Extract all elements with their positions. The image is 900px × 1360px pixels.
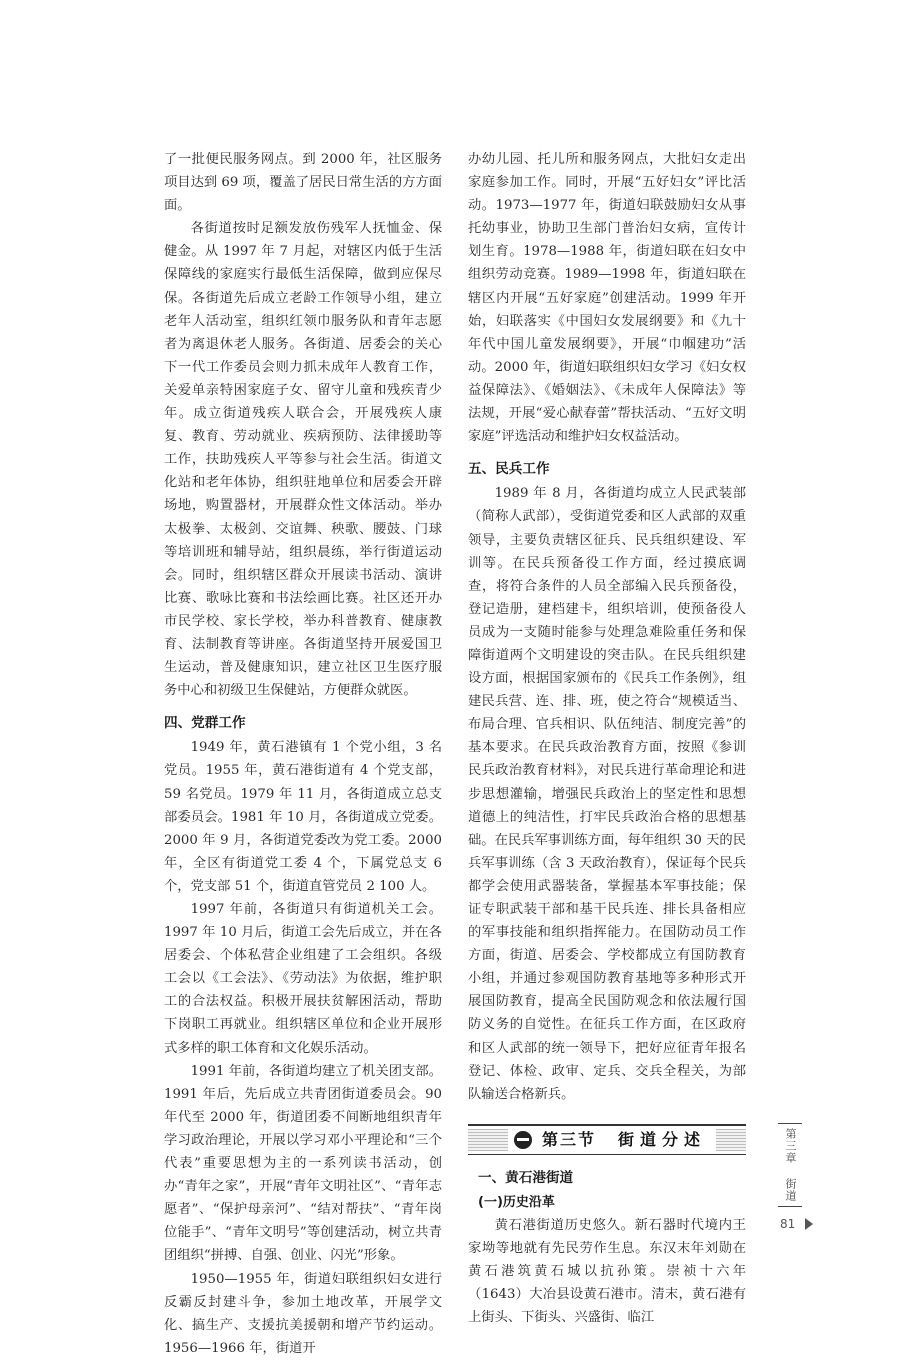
chapter-label: 第三章 bbox=[784, 1128, 797, 1164]
paragraph: 1991 年前，各街道均建立了机关团支部。1991 年后，先后成立共青团街道委员会。90 年代至 2000 年，街道团委不间断地组织青年学习政治理论，开展以学习邓小平理论和“三个代表”重要思想为主的一系列读书活动，创办“青年之家”，开展“青年文明社区”、“青年志愿者”、“保护母亲河”、“结对帮扶”、“青年岗位能手”、“青年文明号”等创建活动，树立共青团组织“拼搏、自强、创业、闪光”形象。 bbox=[164, 1063, 442, 1264]
paragraph: 1950—1955 年，街道妇联组织妇女进行反霸反封建斗争，参加土地改革，开展学文化、搞生产、支援抗美援朝和增产节约运动。1956—1966 年，街道开 bbox=[164, 1271, 442, 1356]
left-column bbox=[164, 148, 442, 1360]
paragraph: 1997 年前，各街道只有街道机关工会。1997 年 10 月后，街道工会先后成立，并在各居委会、个体私营企业组建了工会组织。各级工会以《工会法》、《劳动法》为依据，维护职工的合法权益。积极开展扶贫解困活动，帮助下岗职工再就业。组织辖区单位和企业开展形式多样的职工体育和文化娱乐活动。 bbox=[164, 902, 442, 1056]
section-banner bbox=[468, 1124, 746, 1155]
paragraph: 办幼儿园、托儿所和服务网点，大批妇女走出家庭参加工作。同时，开展“五好妇女”评比活动。1973—1977 年，街道妇联鼓励妇女从事托幼事业，协助卫生部门普治妇女病，宣传计划生育。1978—1988 年，街道妇联在妇女中组织劳动竞赛。1989—1998 年，街道妇联在辖区内开展“五好家庭”创建活动。1999 年开始，妇联落实《中国妇女发展纲要》和《九十年代中国儿童发展纲要》，开展“巾帼建功”活动。2000 年，街道妇联组织妇女学习《妇女权益保障法》、《婚姻法》、《未成年人保障法》等法规，开展“爱心献春蕾”帮扶活动、“五好文明家庭”评选活动和维护妇女权益活动。 bbox=[468, 152, 746, 445]
page-number bbox=[780, 1217, 813, 1231]
subsection-subheading: (一)历史沿革 bbox=[478, 1194, 555, 1210]
section-mark-icon bbox=[514, 1131, 532, 1149]
page-arrow-icon bbox=[805, 1218, 813, 1230]
chapter-name: 街道 bbox=[784, 1178, 797, 1202]
section-title: 街道分述 bbox=[618, 1130, 707, 1150]
section-number: 第三节 bbox=[542, 1130, 597, 1150]
banner-label bbox=[508, 1129, 716, 1151]
paragraph: 1989 年 8 月，各街道均成立人民武装部（简称人武部），受街道党委和区人武部的双重领导，主要负责辖区征兵、民兵组织建设、军训等。在民兵预备役工作方面，经过摸底调查，将符合条件的人员全部编入民兵预备役，登记造册，建档建卡，组织培训，使预备役人员成为一支随时能参与处理急难险重任务和保障街道两个文明建设的突击队。在民兵组织建设方面，根据国家颁布的《民兵工作条例》，组建民兵营、连、排、班，使之符合“规模适当、布局合理、官兵相识、队伍纯洁、制度完善”的基本要求。在民兵政治教育方面，按照《参训民兵政治教育材料》，对民兵进行革命理论和进步思想灌输，增强民兵政治上的坚定性和思想道德上的纯洁性，打牢民兵政治合格的思想基础。在民兵军事训练方面，每年组织 30 天的民兵军事训练（含 3 天政治教育），保证每个民兵都学会使用武器装备，掌握基本军事技能；保证专职武装干部和基干民兵连、排长具备相应的军事技能和组织指挥能力。在国防动员工作方面，街道、居委会、学校都成立有国防教育小组，并通过参观国防教育基地等多种形式开展国防教育，提高全民国防观念和依法履行国防义务的自觉性。在征兵工作方面，在区政府和区人武部的统一领导下，把好应征青年报名登记、体检、政审、定兵、交兵全程关，为部队输送合格新兵。 bbox=[468, 486, 747, 1102]
paragraph: 黄石港街道历史悠久。新石器时代境内王家坳等地就有先民劳作生息。东汉末年刘勋在黄石港筑黄石城以抗孙策。崇祯十六年（1643）大冶县设黄石港市。清末，黄石港有上街头、下街头、兴盛街、临江 bbox=[468, 1218, 746, 1326]
paragraph: 各街道按时足额发放伤残军人抚恤金、保健金。从 1997 年 7 月起，对辖区内低于生活保障线的家庭实行最低生活保障，做到应保尽保。各街道先后成立老龄工作领导小组，建立老年人活动室，组织红领巾服务队和青年志愿者为离退休老人服务。各街道、居委会的关心下一代工作委员会则力抓未成年人教育工作，关爱单亲特困家庭子女、留守儿童和残疾青少年。成立街道残疾人联合会，开展残疾人康复、教育、劳动就业、疾病预防、法律援助等工作，扶助残疾人平等参与社会生活。街道文化站和老年体协，组织驻地单位和居委会开辟场地，购置器材，开展群众性文体活动。举办太极拳、太极剑、交谊舞、秧歌、腰鼓、门球等培训班和辅导站，组织晨练，举行街道运动会。同时，组织辖区群众开展读书活动、演讲比赛、歌咏比赛和书法绘画比赛。社区还开办市民学校、家长学校，举办科普教育、健康教育、法制教育等讲座。各街道坚持开展爱国卫生运动，普及健康知识，建立社区卫生医疗服务中心和初级卫生保健站，方便群众就医。 bbox=[164, 221, 442, 699]
right-column bbox=[468, 148, 746, 1330]
section-heading: 五、民兵工作 bbox=[468, 461, 550, 478]
paragraph: 了一批便民服务网点。到 2000 年，社区服务项目达到 69 项，覆盖了居民日常生活的方方面面。 bbox=[164, 152, 443, 214]
chapter-side-tab bbox=[778, 1123, 802, 1207]
subsection-heading: 一、黄石港街道 bbox=[478, 1169, 574, 1186]
page-number-text: 81 bbox=[780, 1217, 796, 1231]
section-heading: 四、党群工作 bbox=[164, 715, 246, 732]
paragraph: 1949 年，黄石港镇有 1 个党小组，3 名党员。1955 年，黄石港街道有 4 个党支部，59 名党员。1979 年 11 月，各街道成立总支部委员会。1981 年 10 月，各街道成立党委。2000 年 9 月，各街道党委改为党工委。2000 年，全区有街道党工委 4 个，下属党总支 6 个，党支部 51 个，街道直管党员 2 100 人。 bbox=[164, 740, 442, 894]
